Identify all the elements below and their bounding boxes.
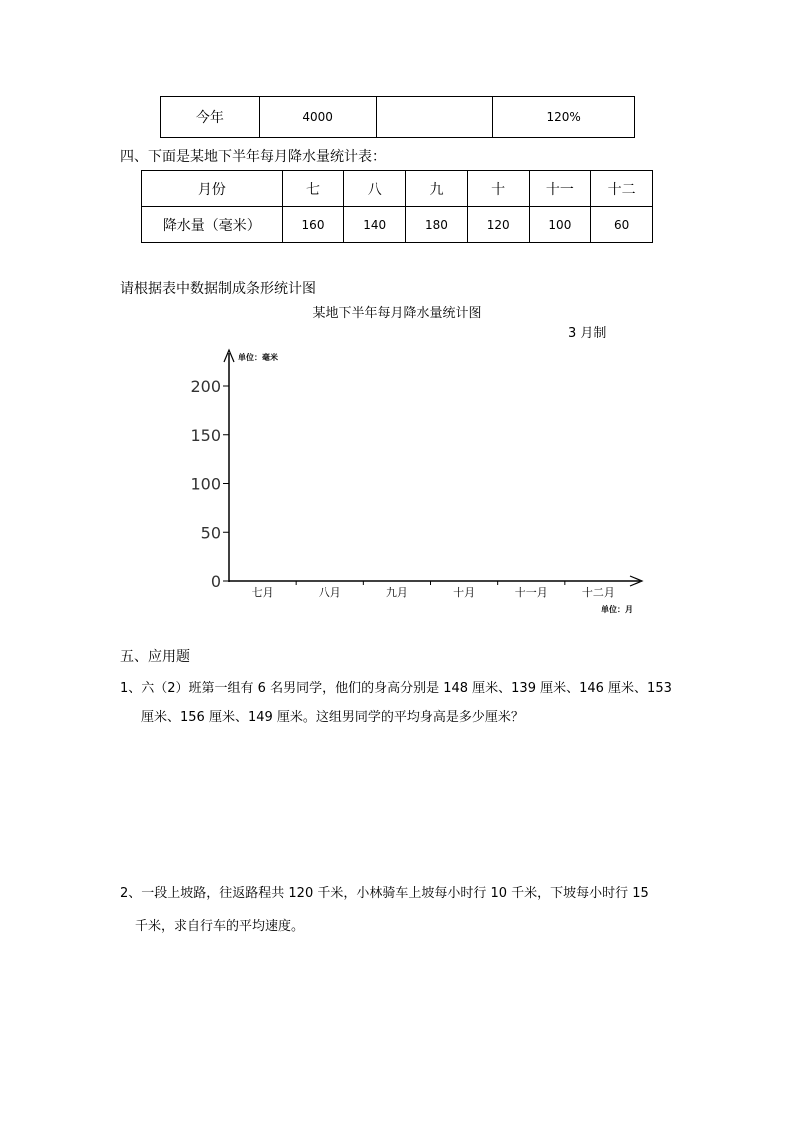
value-cell: 180 (406, 207, 468, 243)
x-category-label: 七月 (251, 586, 274, 599)
y-tick-label: 0 (210, 572, 221, 591)
question-2-line-1: 2、一段上坡路，往返路程共 120 千米，小林骑车上坡每小时行 10 千米，下坡每小时行 15 (120, 886, 649, 901)
x-category-label: 十一月 (514, 586, 548, 599)
table-cell: 今年 (161, 97, 260, 138)
x-category-label: 九月 (385, 586, 408, 599)
question-1-line-1: 1、六（2）班第一组有 6 名男同学，他们的身高分别是 148 厘米、139 厘米、146 厘米、153 (120, 681, 672, 696)
month-header: 十 (467, 171, 529, 207)
header-label: 月份 (142, 171, 283, 207)
section-5-heading: 五、应用题 (120, 649, 190, 665)
month-header: 十一 (529, 171, 591, 207)
y-unit-label: 单位：毫米 (238, 353, 278, 362)
month-header: 十二 (591, 171, 653, 207)
value-cell: 160 (282, 207, 344, 243)
chart-date-note: 3 月制 (568, 326, 607, 341)
value-cell: 140 (344, 207, 406, 243)
question-2-line-2: 千米，求自行车的平均速度。 (135, 919, 305, 934)
table-cell: 4000 (259, 97, 376, 138)
value-cell: 120 (467, 207, 529, 243)
y-tick-label: 150 (190, 425, 221, 445)
table-row (161, 97, 635, 138)
rainfall-chart (0, 300, 794, 620)
table-row (142, 207, 653, 243)
prev-table (160, 96, 635, 138)
y-tick-label: 50 (200, 523, 221, 543)
month-header: 八 (344, 171, 406, 207)
table-cell: 120% (493, 97, 635, 138)
x-category-label: 十二月 (581, 586, 615, 599)
month-header: 九 (406, 171, 468, 207)
x-unit-label: 单位：月 (601, 605, 633, 614)
x-category-label: 十月 (453, 586, 476, 599)
table-row (142, 171, 653, 207)
month-header: 七 (282, 171, 344, 207)
section-4-heading: 四、下面是某地下半年每月降水量统计表： (120, 149, 386, 165)
chart-instruction: 请根据表中数据制成条形统计图 (120, 281, 316, 297)
rainfall-table (141, 170, 653, 243)
y-tick-label: 100 (190, 474, 221, 494)
value-cell: 60 (591, 207, 653, 243)
x-category-label: 八月 (318, 586, 341, 599)
question-1-line-2: 厘米、156 厘米、149 厘米。这组男同学的平均身高是多少厘米？ (141, 710, 524, 725)
chart-title: 某地下半年每月降水量统计图 (312, 306, 482, 321)
y-tick-label: 200 (190, 377, 221, 396)
row-label: 降水量（毫米） (142, 207, 283, 243)
value-cell: 100 (529, 207, 591, 243)
table-cell (376, 97, 493, 138)
